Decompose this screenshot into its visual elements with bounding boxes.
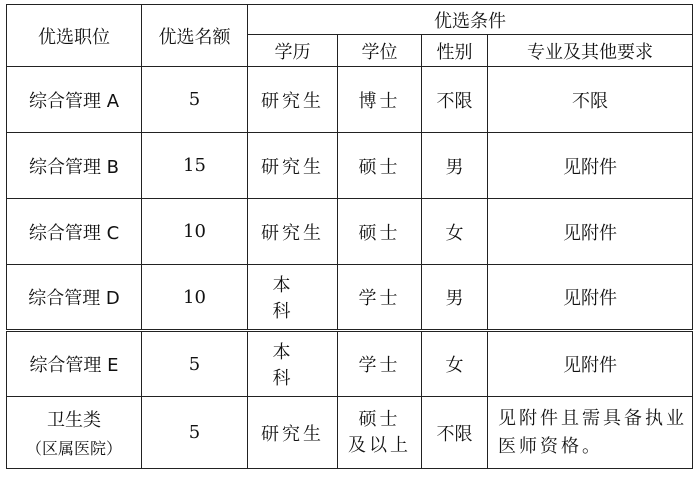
- table-row: [7, 397, 693, 469]
- education-cell: 研究生: [248, 133, 338, 199]
- table-row: [7, 133, 693, 199]
- gender-cell: 不限: [422, 67, 488, 133]
- header-gender: 性别: [422, 35, 488, 67]
- table-row: [7, 67, 693, 133]
- requirements-cell: 见附件: [488, 133, 693, 199]
- quota-cell: 10: [142, 265, 248, 331]
- table-row: [7, 199, 693, 265]
- table-row: [7, 265, 693, 331]
- header-requirements: 专业及其他要求: [488, 35, 693, 67]
- degree-cell: 硕士: [338, 133, 422, 199]
- degree-cell: 学士: [338, 331, 422, 397]
- degree-cell: 学士: [338, 265, 422, 331]
- table-row: [7, 331, 693, 397]
- position-cell: 综合管理 D: [7, 265, 142, 331]
- gender-cell: 男: [422, 133, 488, 199]
- requirements-cell: 见附件: [488, 331, 693, 397]
- position-cell: 综合管理 A: [7, 67, 142, 133]
- gender-cell: 女: [422, 331, 488, 397]
- education-cell: 研究生: [248, 199, 338, 265]
- requirements-cell: 见附件: [488, 199, 693, 265]
- degree-cell: 博士: [338, 67, 422, 133]
- position-cell: 综合管理 C: [7, 199, 142, 265]
- education-cell: 本 科: [248, 331, 338, 397]
- position-cell: 综合管理 B: [7, 133, 142, 199]
- header-quota: 优选名额: [142, 5, 248, 67]
- position-cell: [7, 397, 142, 469]
- education-cell: 研究生: [248, 67, 338, 133]
- position-label: 卫生类: [47, 410, 101, 431]
- header-row-1: [7, 5, 693, 35]
- requirements-cell: 见附件: [488, 265, 693, 331]
- requirements-cell: 见附件且需具备执业医师资格。: [488, 397, 693, 469]
- gender-cell: 不限: [422, 397, 488, 469]
- education-cell: 研究生: [248, 397, 338, 469]
- header-education: 学历: [248, 35, 338, 67]
- degree-label: 硕士: [358, 408, 401, 430]
- quota-cell: 5: [142, 67, 248, 133]
- header-conditions: 优选条件: [248, 5, 693, 35]
- degree-cell: [338, 397, 422, 469]
- quota-cell: 5: [142, 331, 248, 397]
- quota-cell: 10: [142, 199, 248, 265]
- degree-cell: 硕士: [338, 199, 422, 265]
- quota-cell: 5: [142, 397, 248, 469]
- header-position: 优选职位: [7, 5, 142, 67]
- education-cell: 本 科: [248, 265, 338, 331]
- degree-sublabel: 及以上: [348, 434, 411, 456]
- position-cell: 综合管理 E: [7, 331, 142, 397]
- position-sublabel: （区属医院）: [25, 439, 122, 458]
- header-degree: 学位: [338, 35, 422, 67]
- quota-cell: 15: [142, 133, 248, 199]
- gender-cell: 女: [422, 199, 488, 265]
- recruitment-table: [6, 4, 693, 469]
- requirements-cell: 不限: [488, 67, 693, 133]
- gender-cell: 男: [422, 265, 488, 331]
